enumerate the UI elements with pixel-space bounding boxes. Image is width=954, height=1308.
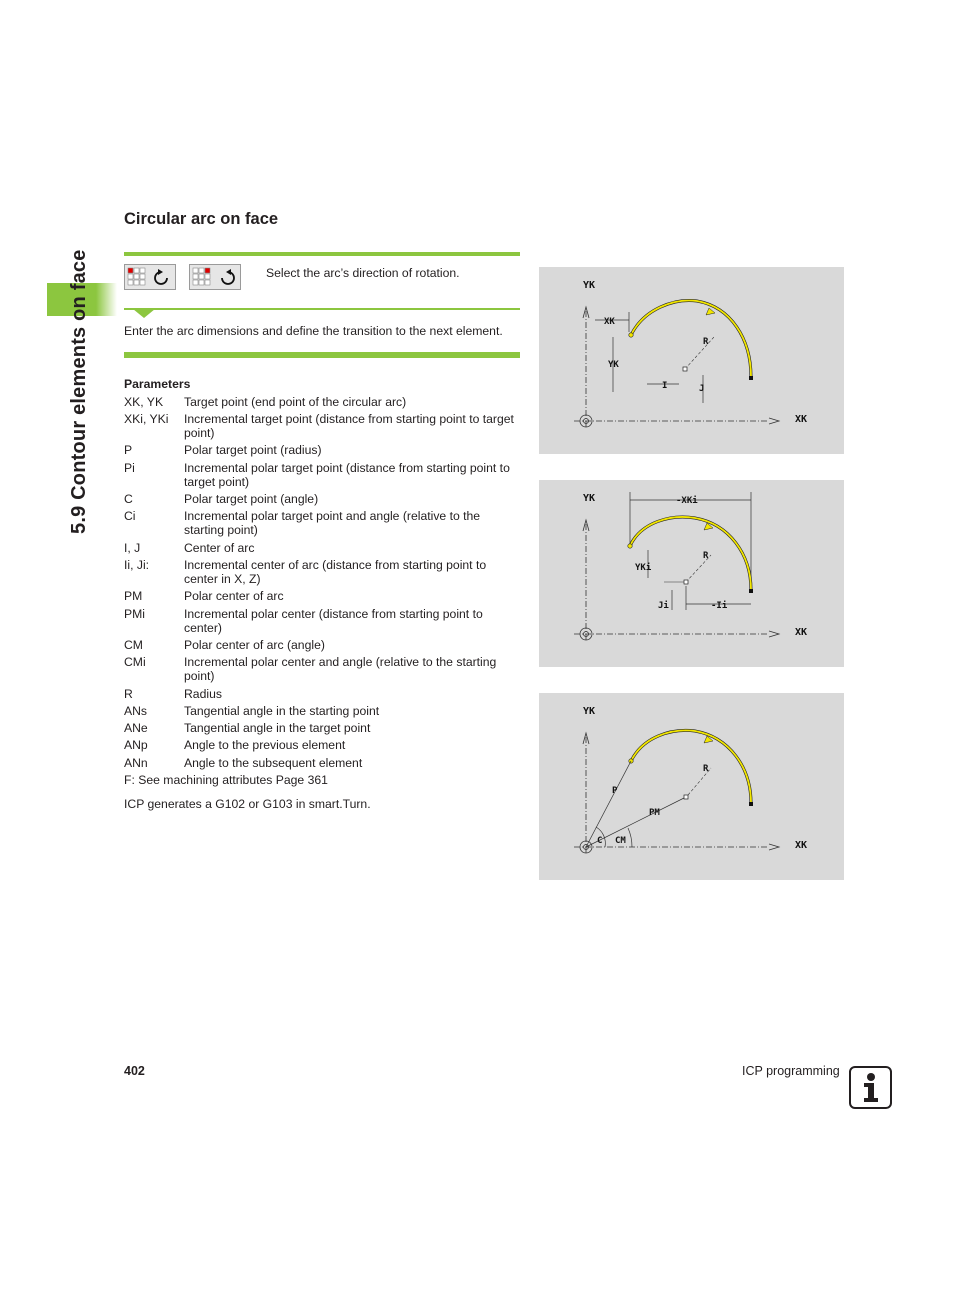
y-axis-label: YK: [583, 706, 596, 717]
param-desc: Angle to the subsequent element: [184, 756, 363, 770]
cm-label: CM: [615, 836, 626, 846]
machining-note: F: See machining attributes Page 361: [124, 773, 328, 787]
c-label: C: [597, 836, 603, 846]
page-number: 402: [124, 1064, 145, 1078]
figure-incremental-point: [539, 480, 844, 667]
yk-label: YK: [608, 360, 619, 370]
param-key: Ii, Ji:: [124, 558, 150, 572]
param-key: ANs: [124, 704, 148, 718]
param-key: CM: [124, 638, 143, 652]
param-desc: Radius: [184, 687, 222, 701]
i-label: I: [662, 381, 668, 391]
xk-label: XK: [604, 317, 615, 327]
rule-top: [124, 252, 520, 256]
j-label: J: [699, 384, 705, 394]
param-desc: Center of arc: [184, 541, 255, 555]
param-key: P: [124, 443, 133, 457]
footer-chapter: ICP programming: [742, 1064, 840, 1078]
y-axis-label: YK: [583, 493, 596, 504]
param-desc: Incremental polar target point and angle (relative to the starting point): [184, 509, 481, 538]
param-key: C: [124, 492, 133, 506]
param-key: PMi: [124, 607, 145, 621]
p-label: P: [612, 786, 618, 796]
r-label: R: [703, 337, 709, 347]
down-arrow-icon: [133, 309, 155, 319]
param-desc: Polar target point (angle): [184, 492, 319, 506]
ji-label: Ji: [658, 601, 669, 611]
param-key: XKi, YKi: [124, 412, 169, 426]
figure-polar-point: [539, 693, 844, 880]
param-key: ANe: [124, 721, 148, 735]
param-desc: Tangential angle in the starting point: [184, 704, 380, 718]
x-axis-label: XK: [795, 414, 808, 425]
dimension-hint: Enter the arc dimensions and define the transition to the next element.: [124, 324, 503, 338]
param-desc: Angle to the previous element: [184, 738, 346, 752]
param-desc: Incremental center of arc (distance from starting point to center in X, Z): [184, 558, 487, 587]
counterclockwise-arc-icon: [190, 265, 240, 289]
y-axis-label: YK: [583, 280, 596, 291]
r-label: R: [703, 551, 709, 561]
param-key: CMi: [124, 655, 146, 669]
section-title: Circular arc on face: [124, 210, 279, 228]
param-desc: Polar target point (radius): [184, 443, 322, 457]
yki-label: YKi: [635, 563, 652, 573]
rule-middle: [124, 308, 520, 310]
r-label: R: [703, 764, 709, 774]
clockwise-arc-button[interactable]: [124, 264, 176, 290]
param-key: ANn: [124, 756, 148, 770]
param-desc: Incremental polar center and angle (relative to the starting point): [184, 655, 497, 684]
parameters-heading: Parameters: [124, 377, 191, 391]
rotation-hint: Select the arc’s direction of rotation.: [266, 266, 460, 280]
counterclockwise-arc-button[interactable]: [189, 264, 241, 290]
clockwise-arc-icon: [125, 265, 175, 289]
xki-label: -XKi: [676, 496, 698, 506]
param-desc: Target point (end point of the circular arc): [184, 395, 407, 409]
ii-label: -Ii: [711, 601, 728, 611]
rule-bottom: [124, 352, 520, 358]
param-desc: Incremental polar target point (distance from starting point to target point): [184, 461, 510, 490]
param-desc: Incremental target point (distance from starting point to target point): [184, 412, 514, 441]
param-desc: Polar center of arc (angle): [184, 638, 325, 652]
param-desc: Polar center of arc: [184, 589, 284, 603]
icp-note: ICP generates a G102 or G103 in smart.Turn.: [124, 797, 371, 811]
param-key: I, J: [124, 541, 141, 555]
param-key: PM: [124, 589, 143, 603]
param-key: Ci: [124, 509, 136, 523]
param-desc: Incremental polar center (distance from starting point to center): [184, 607, 483, 636]
param-key: ANp: [124, 738, 148, 752]
figure-target-point: [539, 267, 844, 454]
x-axis-label: XK: [795, 840, 808, 851]
param-key: XK, YK: [124, 395, 164, 409]
x-axis-label: XK: [795, 627, 808, 638]
info-icon: [849, 1066, 892, 1109]
param-desc: Tangential angle in the target point: [184, 721, 371, 735]
param-key: Pi: [124, 461, 135, 475]
pm-label: PM: [649, 808, 660, 818]
param-key: R: [124, 687, 133, 701]
chapter-title: 5.9 Contour elements on face: [68, 249, 90, 534]
